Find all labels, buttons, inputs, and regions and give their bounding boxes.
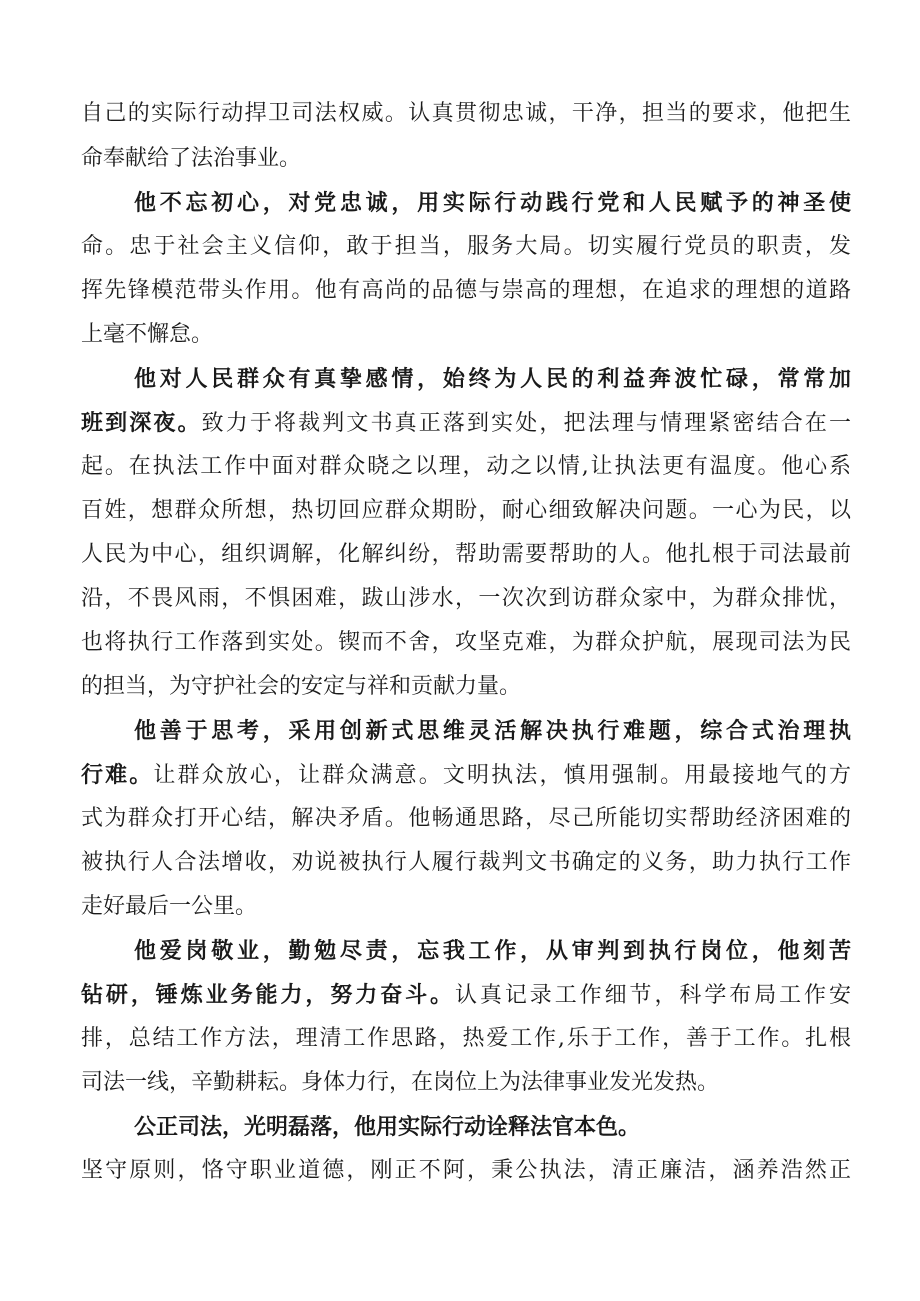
paragraph-line: 式为群众打开心结，解决矛盾。他畅通思路，尽己所能切实帮助经济困难的 [81, 806, 851, 831]
paragraph-heading-tail: 行难。 [81, 762, 154, 788]
paragraph-line: 人民为中心，组织调解，化解纠纷，帮助需要帮助的人。他扎根于司法最前 [81, 542, 851, 567]
paragraph-heading-tail: 班到深夜。 [81, 410, 202, 436]
paragraph-line: 命。忠于社会主义信仰，敢于担当，服务大局。切实履行党员的职责，发 [81, 234, 851, 259]
paragraph-line-mixed [81, 756, 851, 794]
paragraph-line: 的担当，为守护社会的安定与祥和贡献力量。 [81, 674, 522, 699]
paragraph-heading-line: 他不忘初心，对党忠诚，用实际行动践行党和人民赋予的神圣使 [134, 190, 851, 216]
paragraph-line: 被执行人合法增收，劝说被执行人履行裁判文书确定的义务，助力执行工作 [81, 850, 851, 875]
paragraph-line: 自己的实际行动捍卫司法权威。认真贯彻忠诚，干净，担当的要求，他把生 [81, 101, 851, 126]
paragraph-heading-line: 他爱岗敬业，勤勉尽责，忘我工作，从审判到执行岗位，他刻苦 [134, 938, 851, 964]
paragraph-line-mixed [81, 404, 851, 442]
paragraph-heading-line: 他善于思考，采用创新式思维灵活解决执行难题，综合式治理执 [134, 718, 851, 744]
paragraph-line: 也将执行工作落到实处。锲而不舍，攻坚克难，为群众护航，展现司法为民 [81, 630, 851, 655]
paragraph-line: 上毫不懈怠。 [81, 322, 214, 347]
paragraph-line: 起。在执法工作中面对群众晓之以理，动之以情,让执法更有温度。他心系 [81, 454, 851, 479]
paragraph-line: 坚守原则，恪守职业道德，刚正不阿，秉公执法，清正廉洁，涵养浩然正 [81, 1158, 851, 1183]
paragraph-heading-tail: 钻研，锤炼业务能力，努力奋斗。 [81, 982, 455, 1008]
paragraph-line: 排，总结工作方法，理清工作思路，热爱工作,乐于工作，善于工作。扎根 [81, 1026, 851, 1051]
paragraph-line: 司法一线，辛勤耕耘。身体力行，在岗位上为法律事业发光发热。 [81, 1070, 720, 1095]
paragraph-heading-line: 公正司法，光明磊落，他用实际行动诠释法官本色。 [134, 1114, 641, 1140]
paragraph-line: 百姓，想群众所想，热切回应群众期盼，耐心细致解决问题。一心为民，以 [81, 498, 851, 523]
paragraph-line: 挥先锋模范带头作用。他有高尚的品德与崇高的理想，在追求的理想的道路 [81, 278, 851, 303]
paragraph-line-mixed [81, 976, 851, 1014]
paragraph-heading-line: 他对人民群众有真挚感情，始终为人民的利益奔波忙碌，常常加 [134, 366, 851, 392]
paragraph-line-rest: 让群众放心，让群众满意。文明执法，慎用强制。用最接地气的方 [153, 763, 851, 788]
paragraph-line-rest: 认真记录工作细节，科学布局工作安 [455, 983, 851, 1008]
paragraph-line-rest: 致力于将裁判文书真正落到实处，把法理与情理紧密结合在一 [201, 411, 851, 436]
paragraph-line: 命奉献给了法治事业。 [81, 146, 302, 171]
paragraph-line: 走好最后一公里。 [81, 894, 258, 919]
paragraph-line: 沿，不畏风雨，不惧困难，跋山涉水，一次次到访群众家中，为群众排忧， [81, 586, 851, 611]
